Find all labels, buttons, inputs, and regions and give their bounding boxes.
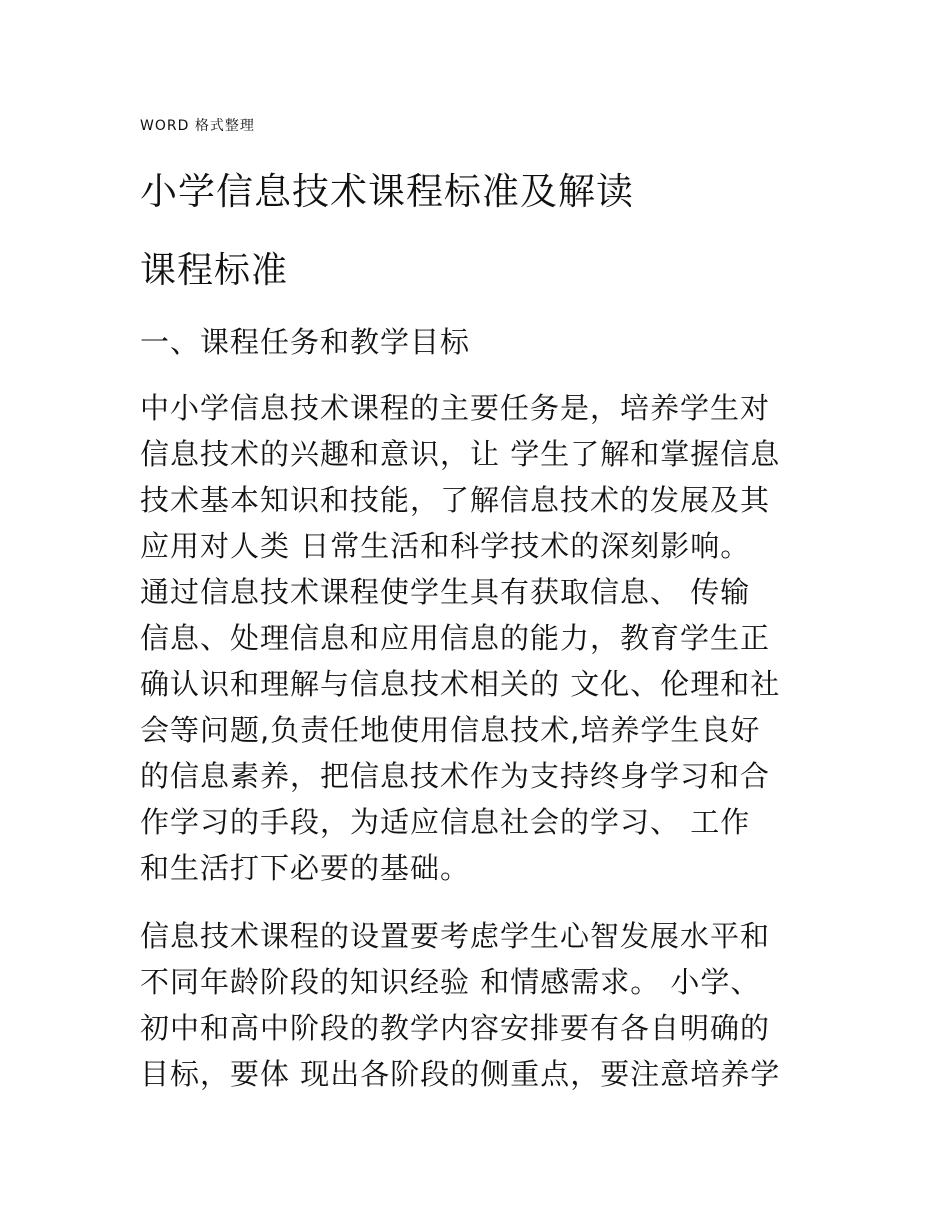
- subsection-title: 一、课程任务和教学目标: [140, 325, 471, 359]
- document-title: 小学信息技术课程标准及解读: [140, 170, 634, 213]
- paragraph-line: 会等问题,负责任地使用信息技术,培养学生良好: [140, 713, 761, 747]
- paragraph-line: 作学习的手段，为适应信息社会的学习、 工作: [140, 805, 751, 839]
- paragraph-line: 信息、处理信息和应用信息的能力，教育学生正: [140, 621, 771, 655]
- paragraph-line: 的信息素养，把信息技术作为支持终身学习和合: [140, 759, 771, 793]
- paragraph-line: 目标，要体 现出各阶段的侧重点，要注意培养学: [140, 1057, 781, 1091]
- paragraph-line: 和生活打下必要的基础。: [140, 851, 471, 885]
- paragraph-line: 技术基本知识和技能，了解信息技术的发展及其: [140, 483, 771, 517]
- paragraph-line: 不同年龄阶段的知识经验 和情感需求。 小学、: [140, 965, 761, 999]
- paragraph-line: 通过信息技术课程使学生具有获取信息、 传输: [140, 575, 751, 609]
- paragraph-line: 信息技术课程的设置要考虑学生心智发展水平和: [140, 919, 771, 953]
- section-title: 课程标准: [140, 250, 289, 291]
- paragraph-line: 中小学信息技术课程的主要任务是，培养学生对: [140, 391, 771, 425]
- page-header-label: WORD 格式整理: [140, 118, 255, 134]
- body-paragraph-2: [140, 913, 780, 1097]
- paragraph-line: 应用对人类 日常生活和科学技术的深刻影响。: [140, 529, 751, 563]
- paragraph-line: 初中和高中阶段的教学内容安排要有各自明确的: [140, 1011, 771, 1045]
- body-paragraph-1: [140, 385, 780, 891]
- paragraph-line: 信息技术的兴趣和意识，让 学生了解和掌握信息: [140, 437, 781, 471]
- paragraph-line: 确认识和理解与信息技术相关的 文化、伦理和社: [140, 667, 781, 701]
